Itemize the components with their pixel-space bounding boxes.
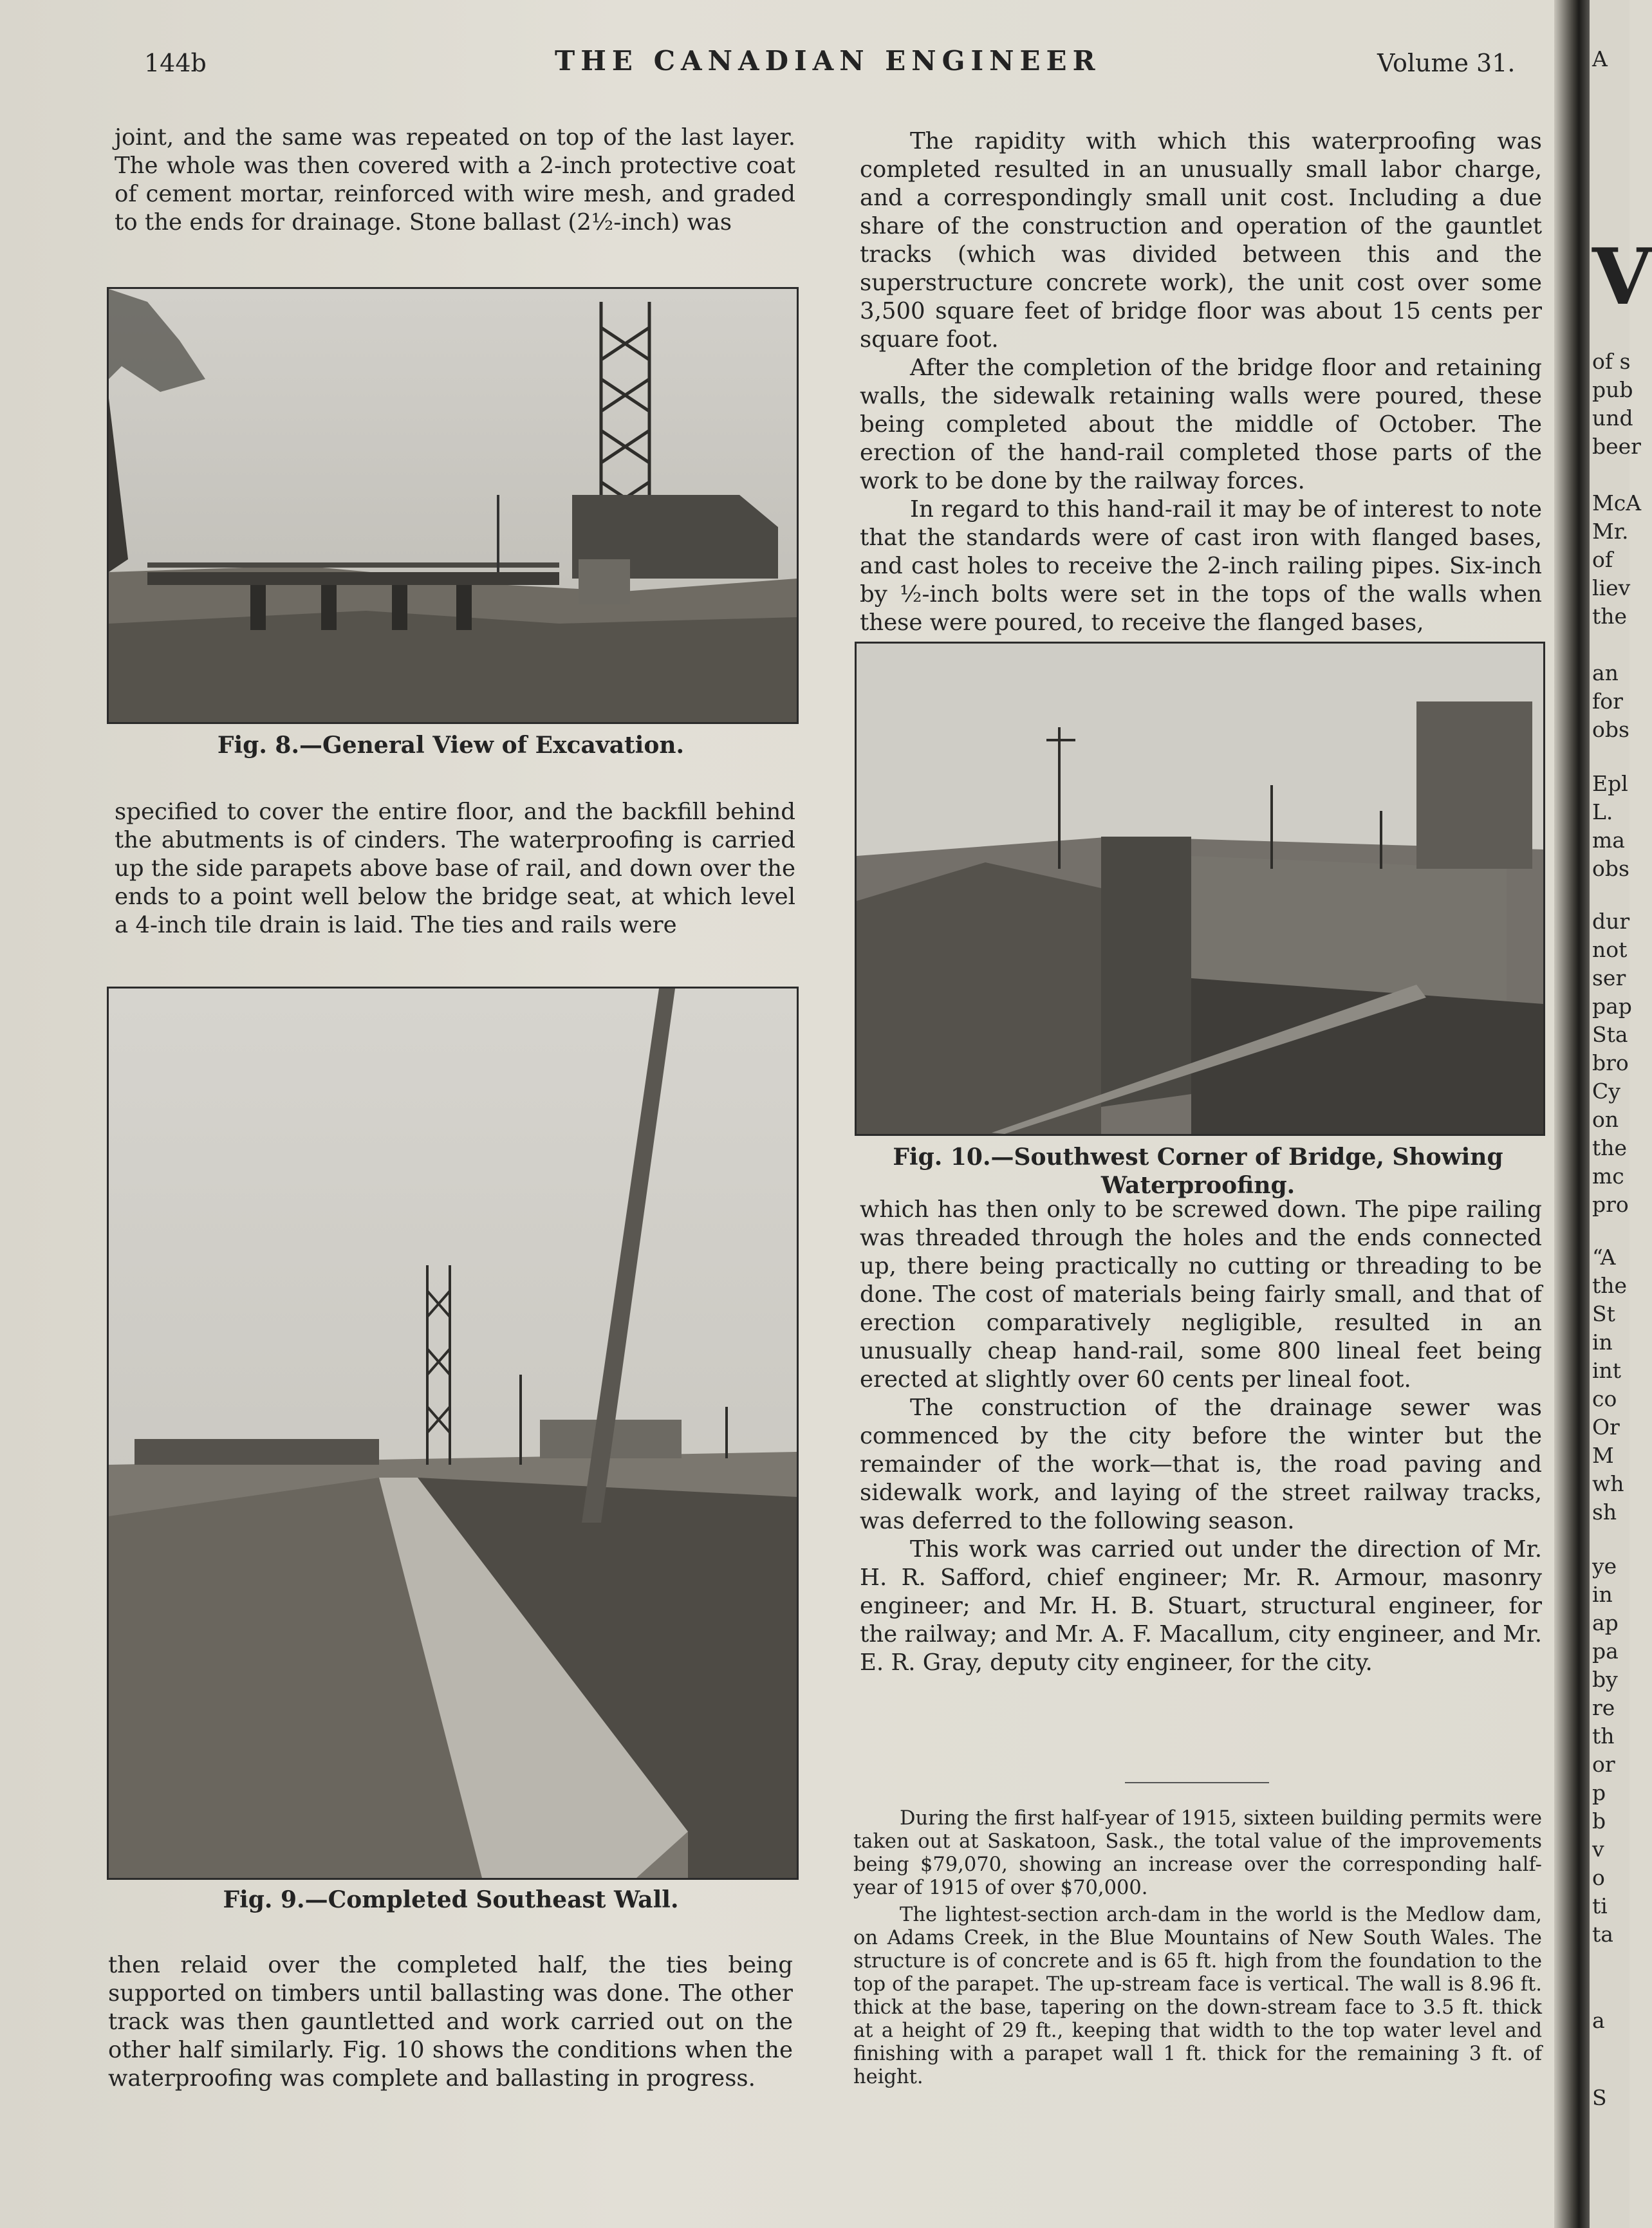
fragment: or [1592, 1752, 1615, 1777]
fragment: ta [1592, 1922, 1613, 1947]
fragment: L. [1592, 799, 1613, 824]
fragment: Epl [1592, 771, 1628, 796]
figure-10-caption-line1: Fig. 10.—Southwest Corner of Bridge, Showing [893, 1144, 1503, 1171]
fragment: a [1592, 2008, 1605, 2033]
fragment: liev [1592, 575, 1631, 600]
fragment: re [1592, 1695, 1615, 1720]
paragraph: specified to cover the entire floor, and the backfill behind the abutments is of cinders. The waterproofing is carried up the side parapets above base of rail, and down over the ends to a point well below the bridge seat, at which level a 4-inch tile drain is laid. The ties and rails were [115, 799, 795, 938]
fragment: beer [1592, 434, 1641, 459]
fragment: Sta [1592, 1022, 1628, 1047]
journal-title: THE CANADIAN ENGINEER [555, 45, 1101, 77]
fragment: of [1592, 547, 1613, 572]
left-column-para-bottom [108, 1951, 793, 2093]
volume-label: Volume 31. [1377, 49, 1516, 77]
paragraph: then relaid over the completed half, the ties being supported on timbers until ballasting was done. The other track was then gauntletted and work carried out on the other half similarly. Fig. 10 shows the conditions when the waterproofing was complete and ballasting in progress. [108, 1952, 793, 2092]
fragment: obs [1592, 717, 1629, 742]
section-divider [1125, 1782, 1269, 1783]
fragment: Cy [1592, 1079, 1620, 1104]
left-column-para-mid [115, 798, 795, 940]
figure-10-caption-line2: Waterproofing. [1100, 1172, 1295, 1199]
note: The lightest-section arch-dam in the world is the Medlow dam, on Adams Creek, in the Blue Mountains of New South Wales. The structure is of concrete and is 65 ft. high from the foundation to the top of the parapet. The up-stream face is vertical. The wall is 8.96 ft. thick at the base, tapering on the down-stream face to 3.5 ft. thick at a height of 29 ft., keeping that width to the top water level and finishing with a parapet wall 1 ft. thick for the remaining 3 ft. of height. [853, 1904, 1542, 2088]
fragment: co [1592, 1386, 1617, 1411]
fragment: M [1592, 1443, 1614, 1468]
fragment: ser [1592, 965, 1626, 990]
fragment: v [1592, 1837, 1604, 1862]
fragment: und [1592, 405, 1633, 431]
fragment: o [1592, 1865, 1605, 1890]
fragment: for [1592, 689, 1623, 714]
fragment: wh [1592, 1471, 1624, 1496]
fragment: the [1592, 1135, 1628, 1160]
fragment: V [1592, 232, 1652, 322]
fragment: on [1592, 1107, 1619, 1132]
fragment: S [1592, 2085, 1607, 2110]
figure-10-photo [855, 642, 1545, 1136]
fragment: in [1592, 1330, 1613, 1355]
right-column-top [860, 127, 1542, 637]
news-notes [853, 1807, 1542, 2089]
paragraph: which has then only to be screwed down. The pipe railing was threaded through the holes and the ends connected up, there being practically no cutting or threading to be done. The cost of materials being fairly small, and that of erection comparatively negligible, resulted in an unusually cheap hand-rail, some 800 lineal feet being erected at slightly over 60 cents per lineal foot. [860, 1196, 1542, 1393]
fragment: St [1592, 1301, 1615, 1326]
paragraph: In regard to this hand-rail it may be of interest to note that the standards were of cast iron with flanged bases, and cast holes to receive the 2-inch railing pipes. Six-inch by ½-inch bolts were set in the tops of the walls when these were poured, to receive the flanged bases, [860, 496, 1542, 636]
fragment: pa [1592, 1639, 1619, 1664]
running-header [0, 45, 1570, 84]
fragment: p [1592, 1780, 1606, 1805]
figure-8-photo [107, 287, 799, 724]
fragment: A [1592, 46, 1608, 71]
paragraph: joint, and the same was repeated on top of the last layer. The whole was then covered with a 2-inch protective coat of cement mortar, reinforced with wire mesh, and graded to the ends for drainage. Stone ballast (2½-inch) was [115, 124, 795, 236]
fragment: dur [1592, 909, 1630, 934]
fragment: ma [1592, 828, 1625, 853]
fragment: an [1592, 660, 1619, 685]
figure-10-caption [855, 1143, 1541, 1200]
paragraph: This work was carried out under the direction of Mr. H. R. Safford, chief engineer; Mr. R. Armour, masonry engineer; and Mr. H. B. Stuart, structural engineer, for the railway; and Mr. A. F. Macallum, city engineer, and Mr. E. R. Gray, deputy city engineer, for the city. [860, 1536, 1542, 1676]
fragment: pro [1592, 1192, 1629, 1217]
fragment: b [1592, 1808, 1606, 1833]
fragment: mc [1592, 1164, 1624, 1189]
paragraph: The construction of the drainage sewer was commenced by the city before the winter but the remainder of the work—that is, the road paving and sidewalk work, and laying of the street railway tracks, was deferred to the following season. [860, 1395, 1542, 1534]
page-number: 144b [144, 49, 207, 77]
fragment: int [1592, 1358, 1622, 1383]
fragment: by [1592, 1667, 1618, 1692]
fragment: McA [1592, 490, 1642, 515]
fragment: ap [1592, 1610, 1619, 1635]
figure-9-caption: Fig. 9.—Completed Southeast Wall. [223, 1886, 679, 1913]
paragraph: The rapidity with which this waterproofing was completed resulted in an unusually small labor charge, and a correspondingly small unit cost. Including a due share of the construction and operation of the gauntlet tracks (which was divided between this and the superstructure concrete work), the unit cost over some 3,500 square feet of bridge floor was about 15 cents per square foot. [860, 128, 1542, 353]
fragment: pap [1592, 994, 1632, 1019]
fragment: in [1592, 1582, 1613, 1607]
left-column-para-top [115, 124, 795, 237]
fragment: of s [1592, 349, 1631, 374]
fragment: ti [1592, 1893, 1608, 1918]
figure-9-photo [107, 987, 799, 1880]
fragment: the [1592, 604, 1628, 629]
paragraph: After the completion of the bridge floor and retaining walls, the sidewalk retaining walls were poured, these being completed about the middle of October. The erection of the hand-rail completed those parts of the work to be done by the railway forces. [860, 355, 1542, 494]
right-column-bottom [860, 1196, 1542, 1677]
fragment: pub [1592, 377, 1633, 402]
fragment: the [1592, 1273, 1628, 1298]
fragment: sh [1592, 1499, 1617, 1525]
fragment: Mr. [1592, 519, 1629, 544]
fragment: th [1592, 1723, 1615, 1749]
note: During the first half-year of 1915, sixteen building permits were taken out at Saskatoon, Sask., the total value of the improvements being $79,070, showing an increase over the corresponding half-year of 1915 of over $70,000. [853, 1807, 1542, 1899]
fragment: bro [1592, 1050, 1629, 1075]
adjacent-page-edge [1590, 0, 1652, 2228]
fragment: ye [1592, 1554, 1617, 1579]
fragment: not [1592, 937, 1628, 962]
fragment: Or [1592, 1415, 1620, 1440]
fragment: obs [1592, 856, 1629, 881]
fragment: “A [1592, 1245, 1616, 1270]
figure-8-caption: Fig. 8.—General View of Excavation. [217, 732, 685, 759]
